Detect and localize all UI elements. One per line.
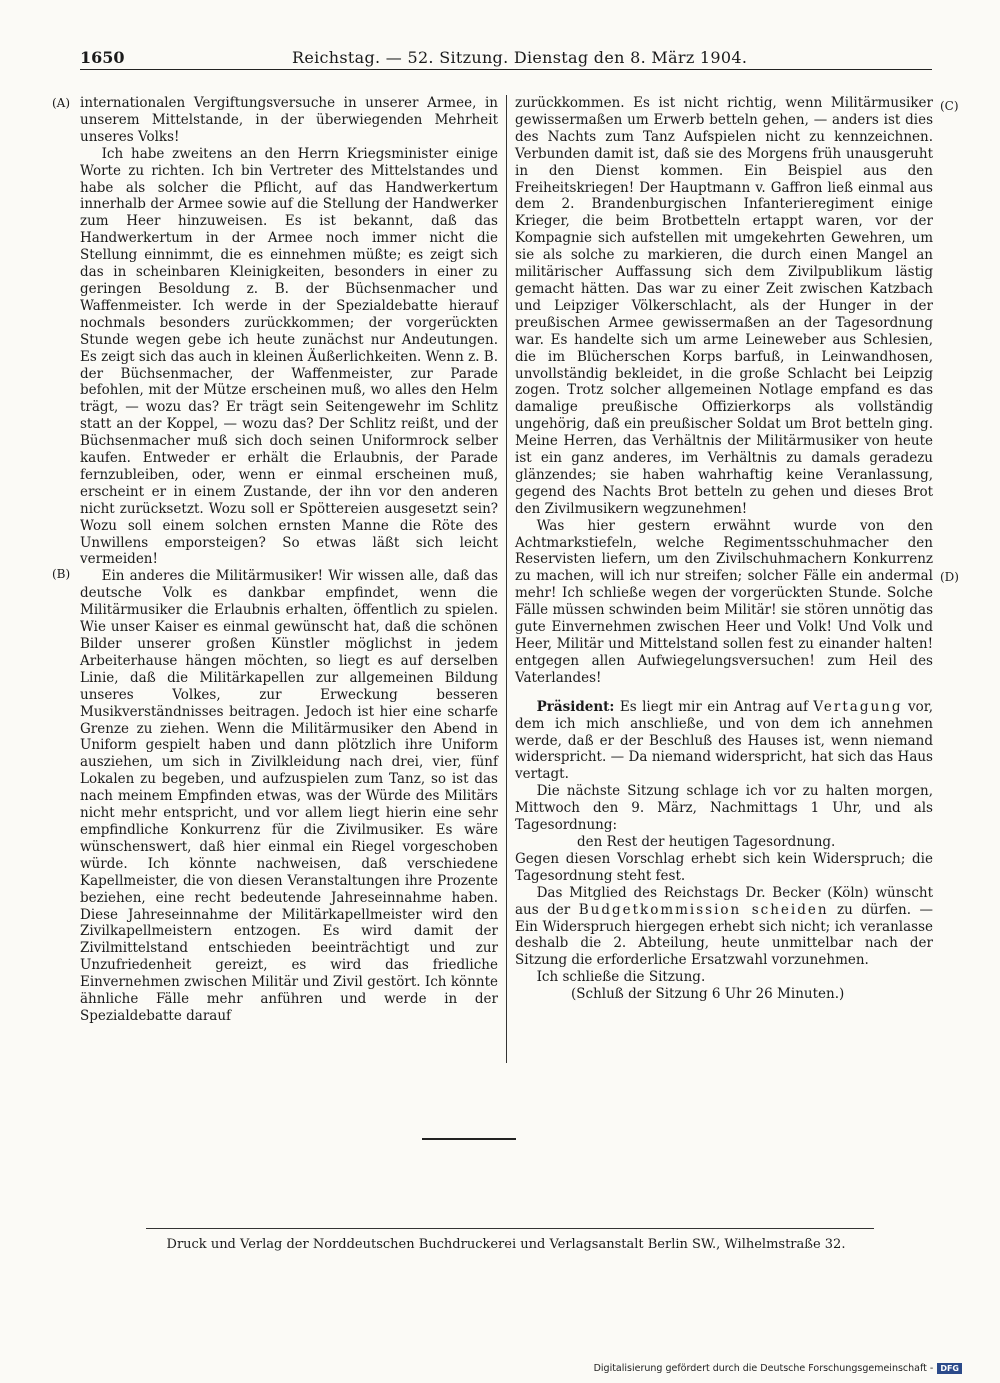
page-number: 1650	[80, 48, 125, 67]
president-statement	[515, 699, 933, 784]
running-title: Reichstag. — 52. Sitzung. Dienstag den 8. März 1904.	[292, 48, 748, 67]
spaced-term: Budgetkommission scheiden	[578, 901, 829, 918]
paragraph: zurückkommen. Es ist nicht richtig, wenn Militärmusiker gewissermaßen um Erwerb betteln gehen, — anders ist dies des Nachts zum Tanz Aufspielen nicht zu kennzeichnen. Verbunden damit ist, daß sie des Morgens früh unausgeruht in den Dienst kommen. Ein Beispiel aus den Freiheitskriegen! Der Hauptmann v. Gaffron ließ einmal aus dem 2. Brandenburgischen Infanterieregiment einige Krieger, die beim Brotbetteln ertappt waren, vor der Kompagnie sich aufstellen mit umgekehrten Gewehren, um sie als solche zu markieren, die durch einen Mangel an militärischer Auffassung sich dem Zivilpublikum lästig gemacht hätten. Das war zu einer Zeit zwischen Katzbach und Leipziger Völkerschlacht, als der Hunger in der preußischen Armee gewissermaßen an der Tagesordnung war. Es handelte sich um arme Leineweber aus Schlesien, die im Blücherschen Korps barfuß, in Leinwandhosen, unvollständig bekleidet, in die große Schlacht bei Leipzig zogen. Trotz solcher allgemeinen Notlage empfand es das damalige preußische Offizierkorps als vollständig ungehörig, daß ein preußischer Soldat um Brot betteln ging. Meine Herren, das Verhältnis der Militärmusiker von heute ist ein ganz anderes, im Verhältnis zu damals geradezu glänzendes; sie haben wahrhaftig keine Veranlassung, gegend des Nachts Brot betteln zu gehen und dieses Brot den Zivilmusikern wegzunehmen!	[515, 95, 933, 517]
paragraph: Gegen diesen Vorschlag erhebt sich kein Widerspruch; die Tagesordnung steht fest.	[515, 850, 933, 884]
statement-text: vor, dem ich mich anschließe, und von dem ich annehmen werde, daß er der Beschluß des Hauses ist, wenn niemand widerspricht. — Da niemand widerspricht, hat sich das Haus vertagt.	[515, 698, 934, 783]
header-rule	[80, 69, 932, 70]
paragraph	[515, 885, 933, 970]
spaced-term: Vertagung	[813, 698, 903, 715]
margin-mark-d: (D)	[940, 570, 959, 584]
end-rule	[422, 1138, 516, 1140]
imprint: Druck und Verlag der Norddeutschen Buchdruckerei und Verlagsanstalt Berlin SW., Wilhelmstraße 32.	[166, 1237, 846, 1252]
agenda-item: den Rest der heutigen Tagesordnung.	[577, 833, 836, 850]
footer-rule	[146, 1228, 874, 1229]
paragraph: Was hier gestern erwähnt wurde von den Achtmarkstiefeln, welche Regimentsschuhmacher den Reservisten liefern, um den Zivilschuhmachern Konkurrenz zu machen, will ich nur streifen; solcher Fälle ein andermal mehr! Ich schließe wegen der vorgerückten Stunde. Solche Fälle müssen schwinden beim Militär! sie stören unnötig das gute Einvernehmen zwischen Heer und Volk! Und Volk und Heer, Militär und Mittelstand sollen fest zu einander halten! entgegen allen Aufwiegelungsversuchen! zum Heil des Vaterlandes!	[515, 517, 933, 686]
margin-mark-c: (C)	[940, 99, 959, 113]
margin-mark-a: (A)	[52, 96, 71, 110]
paragraph: Ich schließe die Sitzung.	[536, 969, 706, 986]
paragraph: Ich habe zweitens an den Herrn Kriegsminister einige Worte zu richten. Ich bin Vertreter des Mittelstandes und habe als solcher die Pflicht, auf das Handwerkertum innerhalb der Armee sowie auf die Stellung der Handwerker zum Heer hinzuweisen. Es ist bekannt, daß das Handwerkertum in der Armee noch immer nicht die Stellung einnimmt, die es einnehmen müßte; es zeigt sich das in scheinbaren Kleinigkeiten, besonders in einer zu geringen Besoldung z. B. der Büchsenmacher und Waffenmeister. Ich werde in der Spezialdebatte hierauf nochmals besonders zurückkommen; der vorgerückten Stunde wegen gebe ich heute zunächst nur Andeutungen. Es zeigt sich das auch in kleinen Äußerlichkeiten. Wenn z. B. der Büchsenmacher, der Waffenmeister, zur Parade befohlen, mit der Mütze erscheinen muß, wo alles den Helm trägt, — wozu das? Er trägt sein Seitengewehr im Schlitz statt an der Koppel, — wozu das? Der Schlitz reißt, und der Büchsenmacher muß sich doch seinen Uniformrock selber kaufen. Entweder er erhält die Erlaubnis, der Parade fernzubleiben, oder, wenn er einmal erscheinen muß, erscheint er in einem Zustande, der ihn vor den anderen nicht zurücksetzt. Wozu soll er Spöttereien ausgesetzt sein? Wozu soll einem solchen ernsten Manne die Röte des Unwillens emporsteigen? So etwas läßt sich leicht vermeiden!	[80, 145, 498, 568]
column-divider	[506, 95, 507, 1063]
statement-text: Das Mitglied des Reichstags Dr. Becker (Köln) wünscht aus der	[515, 884, 933, 918]
paragraph: internationalen Vergiftungsversuche in unserer Armee, in unserem Mittelstande, in der überwiegenden Mehrheit unseres Volks!	[80, 95, 498, 145]
closing-note: (Schluß der Sitzung 6 Uhr 26 Minuten.)	[571, 986, 845, 1003]
statement-text: zu dürfen. — Ein Widerspruch hiergegen erhebt sich nicht; ich veranlasse deshalb die 2. Abteilung, heute unmittelbar nach der Sitzung die erforderliche Ersatzwahl vorzunehmen.	[515, 901, 934, 969]
paragraph: Die nächste Sitzung schlage ich vor zu halten morgen, Mittwoch den 9. März, Nachmittags 1 Uhr, und als Tagesordnung:	[515, 783, 933, 834]
left-column	[80, 95, 498, 1025]
credit-text: Digitalisierung gefördert durch die Deutsche Forschungsgemeinschaft -	[593, 1363, 934, 1374]
page-header	[80, 48, 932, 70]
speaker-label: Präsident:	[536, 698, 615, 715]
right-column	[515, 95, 933, 1003]
statement-text: Es liegt mir ein Antrag auf	[619, 698, 808, 715]
digitization-credit	[594, 1363, 962, 1374]
dfg-logo: DFG	[937, 1363, 962, 1374]
paragraph: Ein anderes die Militärmusiker! Wir wissen alle, daß das deutsche Volk es dankbar empfindet, wenn die Militärmusiker die Erlaubnis erhalten, öffentlich zu spielen. Wie unser Kaiser es einmal gewünscht hat, daß die schönen Bilder unserer großen Künstler möglichst in jedem Arbeiterhause hängen möchten, so liegt es auf derselben Linie, daß die Militärkapellen zur allgemeinen Bildung unseres Volkes, zur Erweckung besseren Musikverständnisses beitragen. Jedoch ist hier eine scharfe Grenze zu ziehen. Wenn die Militärmusiker den Abend in Uniform gespielt haben und dann plötzlich ihre Uniform ausziehen, um sich in Zivilkleidung nach drei, vier, fünf Lokalen zu begeben, und aufzuspielen zum Tanz, so ist das nach meinem Empfinden etwas, was der Würde des Militärs nicht mehr entspricht, und vor allem liegt hierin eine sehr empfindliche Konkurrenz für die Zivilmusiker. Es wäre wünschenswert, daß hier einmal ein Riegel vorgeschoben würde. Ich könnte nachweisen, daß verschiedene Kapellmeister, die von diesen Veranstaltungen ihre Prozente beziehen, eine recht bedeutende Jahreseinnahme haben. Diese Jahreseinnahme der Militärkapellmeister wird den Zivilkapellmeistern entzogen. Es wird damit der Zivilmittelstand entschieden beeinträchtigt und zur Unzufriedenheit gereizt, es wird das friedliche Einvernehmen zwischen Militär und Zivil gestört. Ich könnte ähnliche Fälle mehr anführen und werde in der Spezialdebatte darauf	[80, 568, 498, 1024]
margin-mark-b: (B)	[52, 567, 71, 581]
